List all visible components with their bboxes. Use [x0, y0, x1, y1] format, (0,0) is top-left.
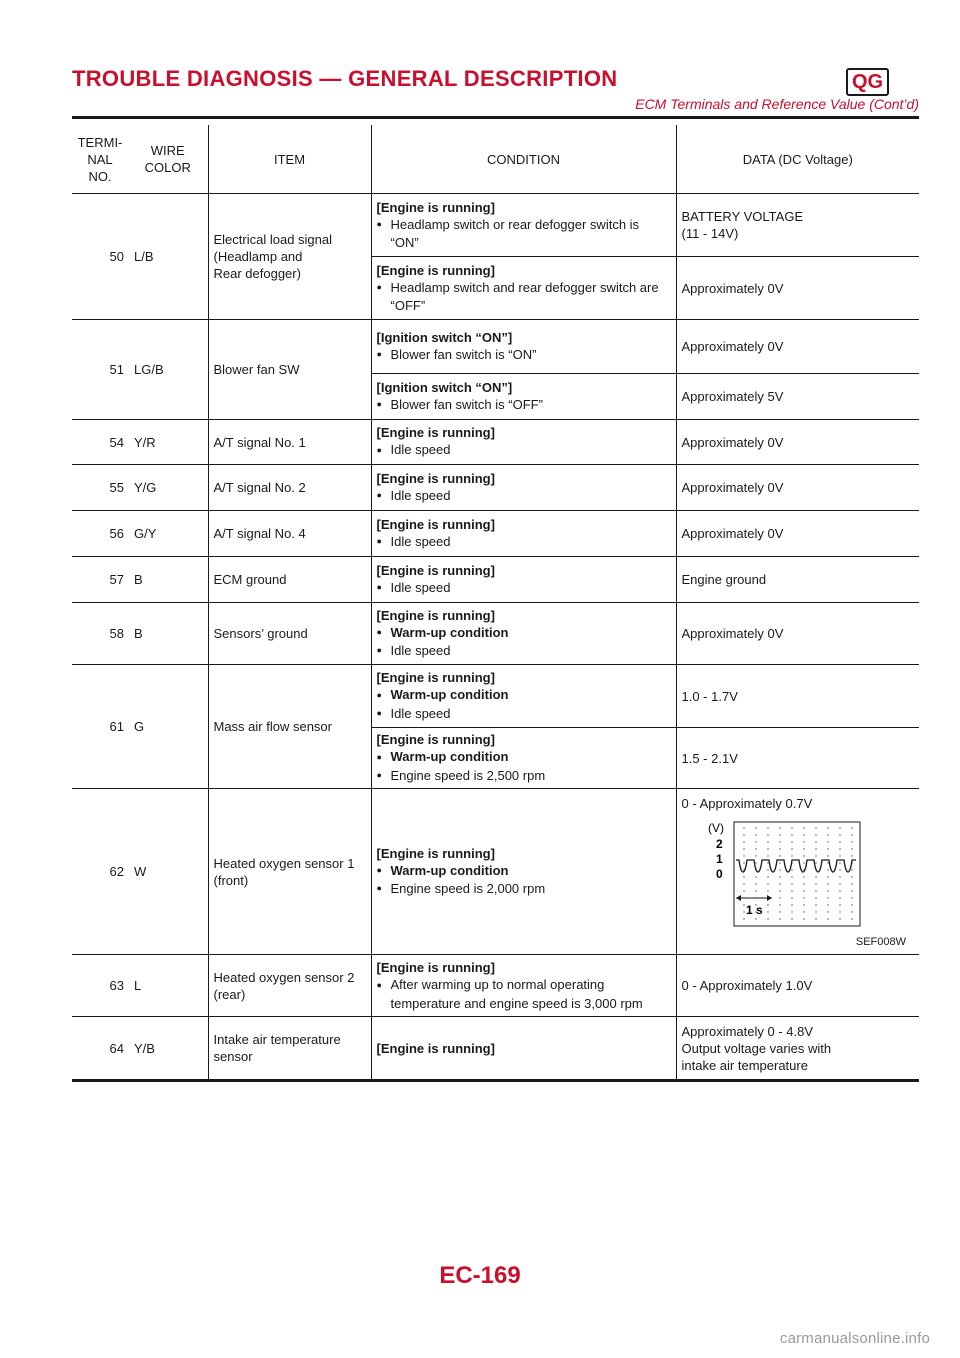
grid-dot [743, 855, 744, 856]
grid-dot [803, 911, 804, 912]
grid-dot [815, 876, 816, 877]
grid-dot [743, 904, 744, 905]
terminal-no: 57 [72, 557, 128, 603]
condition-bullet: ● Idle speed [377, 487, 671, 505]
grid-dot [803, 904, 804, 905]
grid-dot [827, 897, 828, 898]
grid-dot [743, 876, 744, 877]
condition-cell [371, 465, 676, 511]
grid-dot [767, 911, 768, 912]
terminal-no: 58 [72, 603, 128, 665]
condition-bullet: ● Engine speed is 2,500 rpm [377, 767, 671, 785]
table-row [72, 420, 919, 465]
grid-dot [827, 862, 828, 863]
grid-dot [815, 883, 816, 884]
grid-dot [767, 841, 768, 842]
table-row [72, 320, 919, 374]
wire-color: LG/B [128, 320, 208, 420]
grid-dot [755, 848, 756, 849]
item-name: A/T signal No. 1 [208, 420, 371, 465]
grid-dot [851, 883, 852, 884]
terminal-no: 50 [72, 194, 128, 320]
condition-bullet: ● Idle speed [377, 533, 671, 551]
terminal-no: 54 [72, 420, 128, 465]
section-badge: QG [846, 68, 889, 96]
grid-dot [779, 890, 780, 891]
grid-dot [851, 827, 852, 828]
grid-dot [815, 890, 816, 891]
wire-color: L [128, 955, 208, 1017]
grid-dot [815, 918, 816, 919]
header-rule [72, 116, 919, 119]
col-terminal-header: TERMI- NAL NO. [72, 125, 128, 194]
item-name: Intake air temperature sensor [208, 1017, 371, 1081]
condition-cell [371, 728, 676, 789]
grid-dot [791, 848, 792, 849]
condition-cell [371, 194, 676, 257]
col-item-header: ITEM [208, 125, 371, 194]
grid-dot [743, 834, 744, 835]
col-data-header: DATA (DC Voltage) [676, 125, 919, 194]
condition-bullet: ● Idle speed [377, 705, 671, 723]
grid-dot [839, 911, 840, 912]
data-value: BATTERY VOLTAGE (11 - 14V) [676, 194, 919, 257]
grid-dot [779, 862, 780, 863]
terminal-no: 51 [72, 320, 128, 420]
grid-dot [827, 904, 828, 905]
grid-dot [815, 834, 816, 835]
item-name: Mass air flow sensor [208, 665, 371, 789]
wire-color: Y/R [128, 420, 208, 465]
grid-dot [827, 883, 828, 884]
table-row [72, 955, 919, 1017]
scope-y-tick-1: 1 [715, 852, 723, 866]
data-value: Approximately 0V [676, 320, 919, 374]
oscilloscope-figure [682, 816, 915, 951]
condition-cell [371, 665, 676, 728]
wire-color: G/Y [128, 511, 208, 557]
grid-dot [743, 841, 744, 842]
grid-dot [839, 834, 840, 835]
grid-dot [767, 904, 768, 905]
table-row [72, 194, 919, 257]
grid-dot [851, 834, 852, 835]
grid-dot [755, 883, 756, 884]
data-value: Approximately 0V [676, 257, 919, 320]
grid-dot [803, 862, 804, 863]
grid-dot [803, 897, 804, 898]
condition-cell [371, 603, 676, 665]
grid-dot [767, 890, 768, 891]
grid-dot [779, 869, 780, 870]
grid-dot [791, 827, 792, 828]
grid-dot [779, 911, 780, 912]
grid-dot [779, 918, 780, 919]
grid-dot [815, 855, 816, 856]
terminal-no: 63 [72, 955, 128, 1017]
condition-cell [371, 789, 676, 955]
item-name: Heated oxygen sensor 1 (front) [208, 789, 371, 955]
data-cell [676, 789, 919, 955]
scope-unit-label: (V) [707, 821, 724, 835]
scope-y-tick-2: 2 [715, 837, 723, 851]
condition-cell [371, 257, 676, 320]
condition-heading: [Ignition switch “ON”] [376, 379, 513, 395]
condition-heading: [Engine is running] [376, 845, 495, 861]
data-value: 0 - Approximately 1.0V [676, 955, 919, 1017]
grid-dot [755, 876, 756, 877]
wire-color: Y/G [128, 465, 208, 511]
grid-dot [839, 897, 840, 898]
grid-dot [839, 883, 840, 884]
condition-cell [371, 511, 676, 557]
grid-dot [839, 890, 840, 891]
condition-heading: [Engine is running] [376, 960, 495, 976]
condition-bullet: ● Idle speed [377, 642, 671, 660]
grid-dot [803, 848, 804, 849]
grid-dot [851, 911, 852, 912]
grid-dot [803, 841, 804, 842]
page-title: TROUBLE DIAGNOSIS — GENERAL DESCRIPTION [72, 66, 618, 91]
scope-y-tick-0: 0 [715, 867, 723, 881]
grid-dot [755, 890, 756, 891]
grid-dot [839, 827, 840, 828]
grid-dot [743, 911, 744, 912]
condition-heading: [Engine is running] [376, 607, 495, 623]
grid-dot [815, 911, 816, 912]
col-wire-header: WIRE COLOR [128, 125, 208, 194]
watermark-text: carmanualsonline.info [779, 1330, 930, 1347]
page-subtitle: ECM Terminals and Reference Value (Cont’d) [635, 96, 919, 112]
terminal-no: 64 [72, 1017, 128, 1081]
item-name: A/T signal No. 4 [208, 511, 371, 557]
grid-dot [815, 904, 816, 905]
grid-dot [803, 883, 804, 884]
grid-dot [815, 841, 816, 842]
item-name: Heated oxygen sensor 2 (rear) [208, 955, 371, 1017]
grid-dot [827, 834, 828, 835]
grid-dot [851, 855, 852, 856]
item-name: ECM ground [208, 557, 371, 603]
table-row [72, 603, 919, 665]
grid-dot [839, 848, 840, 849]
grid-dot [755, 827, 756, 828]
grid-dot [851, 869, 852, 870]
grid-dot [827, 848, 828, 849]
data-value: Approximately 0V [676, 465, 919, 511]
condition-heading: [Engine is running] [376, 516, 495, 532]
grid-dot [815, 862, 816, 863]
grid-dot [791, 890, 792, 891]
table-row [72, 511, 919, 557]
grid-dot [827, 869, 828, 870]
oscilloscope-waveform [682, 816, 914, 938]
condition-bullet: ● Idle speed [377, 579, 671, 597]
grid-dot [851, 841, 852, 842]
grid-dot [827, 876, 828, 877]
table-header-row [72, 125, 919, 194]
grid-dot [743, 862, 744, 863]
grid-dot [779, 904, 780, 905]
time-scale-label: 1 s [745, 903, 763, 917]
grid-dot [743, 848, 744, 849]
condition-cell [371, 374, 676, 420]
grid-dot [851, 848, 852, 849]
data-value: 0 - Approximately 0.7V [681, 796, 813, 811]
grid-dot [767, 876, 768, 877]
condition-cell [371, 320, 676, 374]
figure-id: SEF008W [855, 936, 906, 948]
grid-dot [827, 890, 828, 891]
table-row [72, 465, 919, 511]
grid-dot [851, 876, 852, 877]
grid-dot [791, 834, 792, 835]
table-row [72, 789, 919, 955]
condition-heading: [Engine is running] [376, 425, 495, 441]
condition-cell [371, 1017, 676, 1081]
condition-heading: [Engine is running] [376, 470, 495, 486]
terminal-no: 62 [72, 789, 128, 955]
grid-dot [791, 883, 792, 884]
grid-dot [779, 834, 780, 835]
grid-dot [767, 869, 768, 870]
grid-dot [803, 918, 804, 919]
ecm-terminal-table [72, 125, 919, 1082]
wire-color: G [128, 665, 208, 789]
data-value: Approximately 0V [676, 420, 919, 465]
grid-dot [755, 862, 756, 863]
condition-bullet: ● Warm-up condition [377, 862, 671, 880]
col-condition-header: CONDITION [371, 125, 676, 194]
grid-dot [851, 897, 852, 898]
grid-dot [839, 855, 840, 856]
table-row [72, 557, 919, 603]
terminal-no: 61 [72, 665, 128, 789]
data-value: Engine ground [676, 557, 919, 603]
scope-trace [736, 860, 856, 872]
condition-heading: [Engine is running] [376, 562, 495, 578]
grid-dot [743, 883, 744, 884]
grid-dot [851, 918, 852, 919]
grid-dot [791, 876, 792, 877]
grid-dot [803, 827, 804, 828]
condition-bullet: ● Engine speed is 2,000 rpm [377, 880, 671, 898]
item-name: Blower fan SW [208, 320, 371, 420]
grid-dot [791, 855, 792, 856]
grid-dot [827, 911, 828, 912]
condition-bullet: ● Headlamp switch or rear defogger switch is “ON” [377, 216, 671, 251]
grid-dot [767, 848, 768, 849]
data-value: 1.0 - 1.7V [676, 665, 919, 728]
grid-dot [779, 855, 780, 856]
time-scale-arrow-right [767, 895, 772, 901]
condition-bullet: ● Blower fan switch is “OFF” [377, 396, 671, 414]
time-scale-arrow-left [736, 895, 741, 901]
condition-heading: [Ignition switch “ON”] [376, 329, 513, 345]
grid-dot [827, 841, 828, 842]
item-name: Electrical load signal (Headlamp and Rear defogger) [208, 194, 371, 320]
condition-bullet: ● Warm-up condition [377, 748, 671, 766]
wire-color: L/B [128, 194, 208, 320]
condition-bullet: ● Idle speed [377, 441, 671, 459]
grid-dot [779, 897, 780, 898]
grid-dot [779, 827, 780, 828]
grid-dot [839, 841, 840, 842]
page-number: EC-169 [439, 1262, 521, 1289]
grid-dot [779, 841, 780, 842]
terminal-no: 56 [72, 511, 128, 557]
grid-dot [791, 904, 792, 905]
grid-dot [839, 869, 840, 870]
data-value: Approximately 0V [676, 511, 919, 557]
grid-dot [827, 855, 828, 856]
grid-dot [767, 834, 768, 835]
grid-dot [743, 827, 744, 828]
table-row [72, 1017, 919, 1081]
grid-dot [839, 918, 840, 919]
grid-dot [851, 890, 852, 891]
wire-color: B [128, 603, 208, 665]
terminal-no: 55 [72, 465, 128, 511]
condition-heading: [Engine is running] [376, 732, 495, 748]
condition-heading: [Engine is running] [376, 262, 495, 278]
condition-bullet: ● Warm-up condition [377, 624, 671, 642]
grid-dot [767, 827, 768, 828]
grid-dot [779, 876, 780, 877]
grid-dot [791, 918, 792, 919]
grid-dot [767, 855, 768, 856]
wire-color: W [128, 789, 208, 955]
condition-bullet: ● Blower fan switch is “ON” [377, 346, 671, 364]
condition-heading: [Engine is running] [376, 199, 495, 215]
grid-dot [791, 869, 792, 870]
grid-dot [803, 855, 804, 856]
condition-bullet: ● After warming up to normal operating temperature and engine speed is 3,000 rpm [377, 976, 671, 1011]
wire-color: B [128, 557, 208, 603]
grid-dot [827, 827, 828, 828]
item-name: A/T signal No. 2 [208, 465, 371, 511]
condition-cell [371, 557, 676, 603]
grid-dot [743, 890, 744, 891]
table-row [72, 665, 919, 728]
grid-dot [839, 904, 840, 905]
grid-dot [803, 890, 804, 891]
condition-bullet: ● Headlamp switch and rear defogger switch are “OFF” [377, 279, 671, 314]
grid-dot [791, 841, 792, 842]
grid-dot [755, 834, 756, 835]
condition-heading: [Engine is running] [376, 1040, 495, 1056]
grid-dot [743, 918, 744, 919]
grid-dot [839, 862, 840, 863]
data-value: 1.5 - 2.1V [676, 728, 919, 789]
condition-bullet: ● Warm-up condition [377, 686, 671, 704]
grid-dot [815, 848, 816, 849]
data-value: Approximately 0 - 4.8V Output voltage varies with intake air temperature [676, 1017, 919, 1081]
grid-dot [755, 855, 756, 856]
grid-dot [779, 848, 780, 849]
item-name: Sensors’ ground [208, 603, 371, 665]
grid-dot [827, 918, 828, 919]
grid-dot [791, 911, 792, 912]
condition-cell [371, 420, 676, 465]
grid-dot [791, 897, 792, 898]
grid-dot [755, 841, 756, 842]
grid-dot [755, 918, 756, 919]
wire-color: Y/B [128, 1017, 208, 1081]
grid-dot [767, 918, 768, 919]
grid-dot [803, 834, 804, 835]
condition-cell [371, 955, 676, 1017]
grid-dot [767, 862, 768, 863]
grid-dot [851, 904, 852, 905]
data-value: Approximately 0V [676, 603, 919, 665]
grid-dot [815, 827, 816, 828]
data-value: Approximately 5V [676, 374, 919, 420]
grid-dot [815, 897, 816, 898]
grid-dot [767, 883, 768, 884]
grid-dot [839, 876, 840, 877]
grid-dot [803, 876, 804, 877]
grid-dot [779, 883, 780, 884]
condition-heading: [Engine is running] [376, 670, 495, 686]
